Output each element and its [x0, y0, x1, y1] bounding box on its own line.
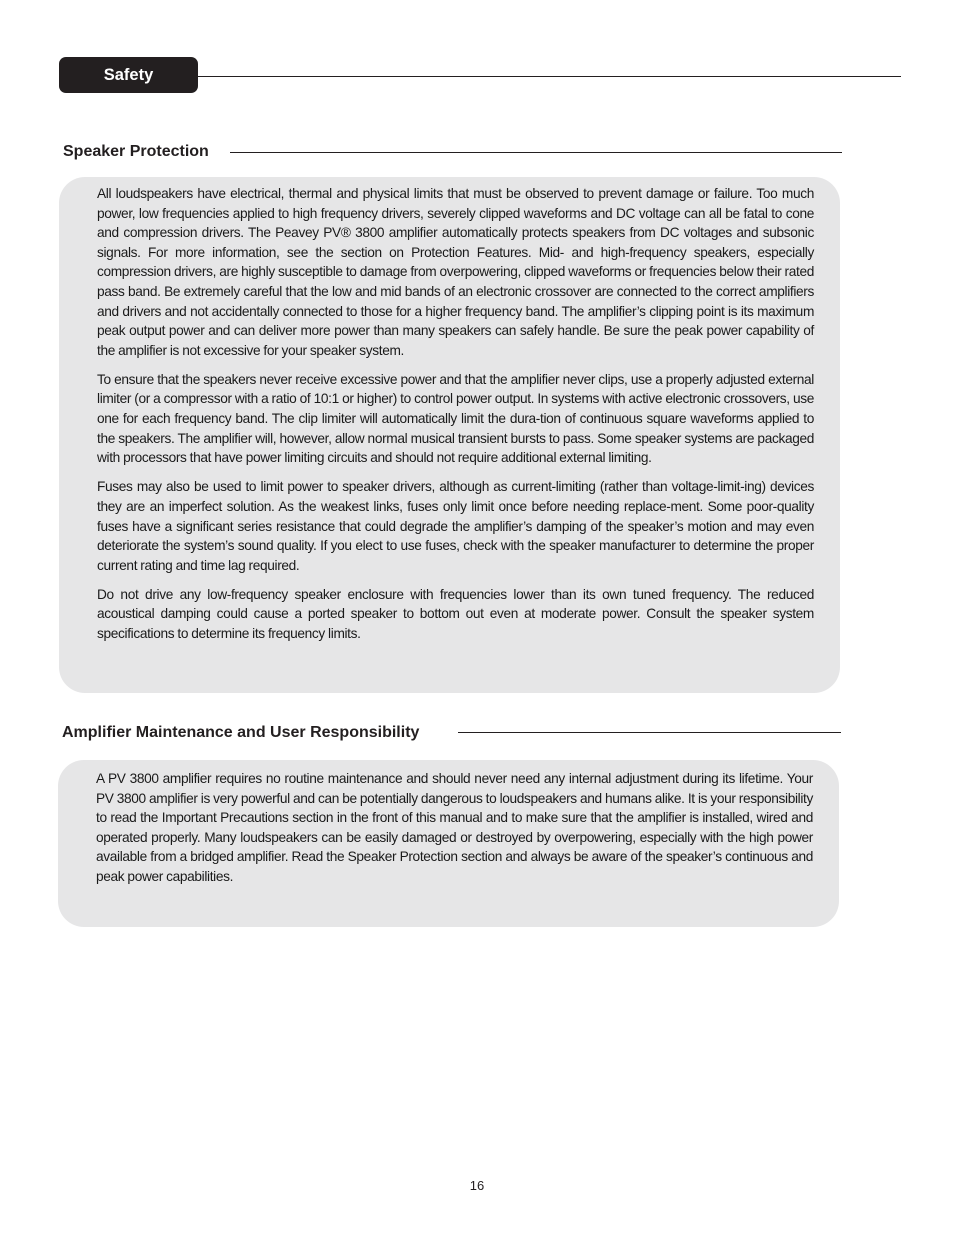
speaker-protection-heading: Speaker Protection: [63, 143, 209, 160]
speaker-protection-paragraph: Fuses may also be used to limit power to speaker drivers, although as current-limiting (rather than voltage-limit-ing) devices they are an imperfect solution. As the weakest links, fuses only limit once before needing replace-ment. Some poor-quality fuses have a significant series resistance that could degrade the amplifier’s damping of the speaker’s motion and may even deteriorate the system’s sound quality. If you elect to use fuses, check with the speaker manufacturer to determine the proper current rating and time lag required.: [97, 479, 814, 573]
speaker-protection-paragraph: All loudspeakers have electrical, thermal and physical limits that must be observed to prevent damage or failure. Too much power, low frequencies applied to high frequency drivers, severely clipped waveforms and DC voltage can all be fatal to cone and compression drivers. The Peavey PV® 3800 amplifier automatically protects speakers from DC voltages and subsonic signals. For more information, see the section on Protection Features. Mid- and high-frequency speakers, especially compression drivers, are highly susceptible to damage from overpowering, clipped waveforms or frequencies below their rated pass band. Be extremely careful that the low and mid bands of an electronic crossover are connected to the correct amplifiers and drivers and not accidentally connected to those for a higher frequency band. The amplifier’s clipping point is its maximum peak output power and can deliver more power than many speakers can safely handle. Be sure the peak power capability of the amplifier is not excessive for your speaker system.: [97, 186, 814, 358]
speaker-protection-paragraph: To ensure that the speakers never receive excessive power and that the amplifier never clips, use a properly adjusted external limiter (or a compressor with a ratio of 10:1 or higher) to control power output. In systems with active electronic crossovers, use one for each frequency band. The clip limiter will automatically limit the dura-tion of continuous square waveforms applied to the speakers. The amplifier will, however, allow normal musical transient bursts to pass. Some speaker systems are packaged with processors that have power limiting circuits and should not require additional external limiting.: [97, 371, 814, 466]
maintenance-heading: Amplifier Maintenance and User Responsibility: [62, 724, 420, 741]
maintenance-paragraph: A PV 3800 amplifier requires no routine maintenance and should never need any internal adjustment during its lifetime. Your PV 3800 amplifier is very powerful and can be potentially dangerous to loudspeakers and humans alike. It is your responsibility to read the Important Precautions section in the front of this manual and to make sure that the amplifier is installed, wired and operated properly. Many loudspeakers can be easily damaged or destroyed by overpowering, especially with the high power available from a bridged amplifier. Read the Speaker Protection section and always be aware of the speaker’s continuous and peak power capabilities.: [96, 771, 813, 884]
maintenance-panel: [58, 760, 839, 927]
speaker-protection-panel: [59, 177, 840, 693]
section-tab-safety: Safety: [59, 57, 198, 93]
maintenance-rule: [458, 732, 841, 733]
speaker-protection-rule: [230, 152, 842, 153]
speaker-protection-paragraph: Do not drive any low-frequency speaker enclosure with frequencies lower than its own tuned frequency. The reduced acoustical damping could cause a ported speaker to bottom out even at moderate power. Consult the speaker system specifications to determine its frequency limits.: [97, 586, 814, 641]
header-rule: [198, 76, 901, 77]
page-number: 16: [469, 1178, 485, 1193]
